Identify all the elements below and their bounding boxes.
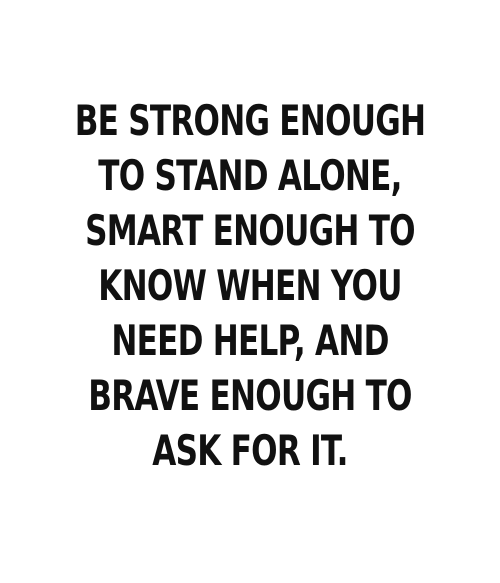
quote-line-3: SMART ENOUGH TO	[85, 206, 415, 255]
quote-line-5: NEED HELP, AND	[111, 316, 389, 365]
quote-line-4: KNOW WHEN YOU	[98, 261, 402, 310]
quote-line-7: ASK FOR IT.	[152, 426, 348, 475]
quote-text	[65, 93, 435, 478]
quote-line-1: BE STRONG ENOUGH	[74, 96, 426, 145]
quote-line-2: TO STAND ALONE,	[98, 151, 402, 200]
quote-line-6: BRAVE ENOUGH TO	[88, 371, 412, 420]
